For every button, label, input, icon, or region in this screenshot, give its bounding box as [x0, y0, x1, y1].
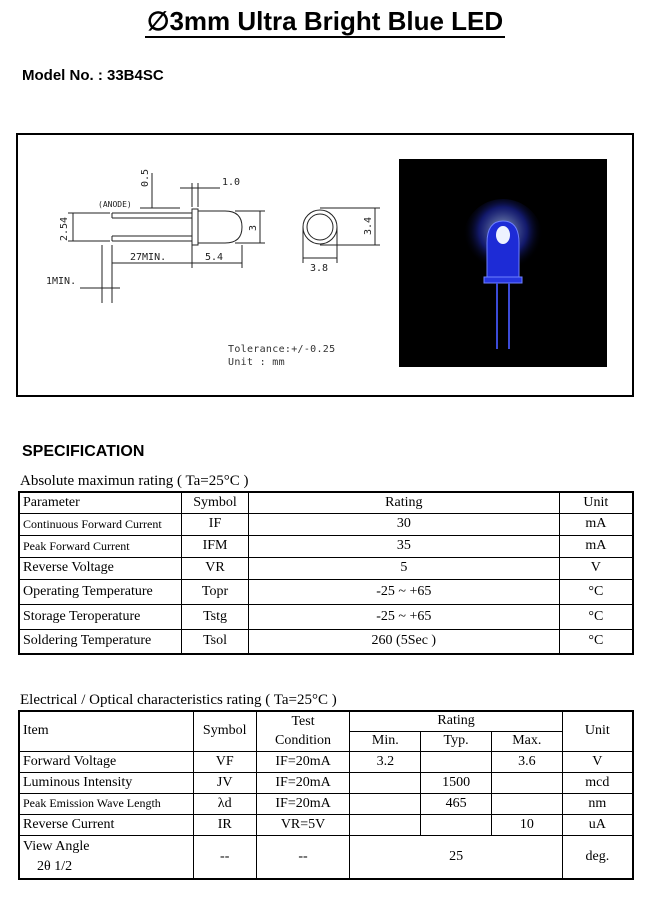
cell-parameter: Continuous Forward Current [19, 513, 182, 535]
cell-unit: mA [559, 513, 633, 535]
table-row [19, 579, 633, 604]
table-row [19, 557, 633, 579]
cell-unit: nm [562, 793, 633, 814]
cell-condition: -- [256, 835, 350, 879]
table-header-row [19, 711, 633, 731]
cell-symbol: -- [193, 835, 256, 879]
cell-typ: 1500 [421, 772, 492, 793]
cell-symbol: IFM [182, 535, 249, 557]
cell-rating: 25 [350, 835, 562, 879]
cell-parameter: Soldering Temperature [19, 629, 182, 654]
table-row [19, 513, 633, 535]
cell-max: 10 [491, 814, 562, 835]
cell-rating: 30 [248, 513, 559, 535]
header-symbol: Symbol [182, 492, 249, 513]
cell-typ [421, 751, 492, 772]
cell-min [350, 814, 421, 835]
cell-symbol: λd [193, 793, 256, 814]
abs-caption: Absolute maximun rating ( Ta=25°C ) [20, 473, 249, 489]
cell-parameter: Operating Temperature [19, 579, 182, 604]
dim-label-1min: 1MIN. [46, 276, 77, 287]
cell-min [350, 772, 421, 793]
page-title [0, 6, 650, 37]
dim-label-1-0: 1.0 [222, 177, 241, 188]
cell-rating: -25 ~ +65 [248, 604, 559, 629]
title-text: ∅3mm Ultra Bright Blue LED [146, 6, 504, 36]
cell-item: Luminous Intensity [19, 772, 193, 793]
header-condition: Condition [256, 731, 350, 751]
table-row [19, 793, 633, 814]
header-symbol: Symbol [193, 711, 256, 751]
header-min: Min. [350, 731, 421, 751]
cell-symbol: IF [182, 513, 249, 535]
dim-label-0-5: 0.5 [140, 168, 151, 187]
elec-caption: Electrical / Optical characteristics rating ( Ta=25°C ) [20, 692, 337, 708]
cell-unit: uA [562, 814, 633, 835]
header-rating: Rating [248, 492, 559, 513]
tolerance-note [228, 343, 335, 369]
cell-symbol: VR [182, 557, 249, 579]
cell-item [19, 835, 193, 879]
cell-typ: 465 [421, 793, 492, 814]
dim-label-27min: 27MIN. [130, 252, 167, 263]
dim-label-3-8: 3.8 [310, 263, 329, 274]
cell-symbol: JV [193, 772, 256, 793]
cell-item: Peak Emission Wave Length [19, 793, 193, 814]
cell-condition: IF=20mA [256, 751, 350, 772]
cell-unit: °C [559, 604, 633, 629]
header-unit: Unit [562, 711, 633, 751]
electrical-optical-table [18, 710, 634, 880]
cell-min: 3.2 [350, 751, 421, 772]
anode-label: (ANODE) [98, 200, 132, 209]
table-row [19, 629, 633, 654]
cell-symbol: Tstg [182, 604, 249, 629]
cell-unit: °C [559, 629, 633, 654]
cell-condition: IF=20mA [256, 772, 350, 793]
cell-max: 3.6 [491, 751, 562, 772]
table-row [19, 751, 633, 772]
cell-unit: V [559, 557, 633, 579]
header-item: Item [19, 711, 193, 751]
table-row [19, 772, 633, 793]
dim-label-3: 3 [248, 224, 259, 231]
cell-rating: 35 [248, 535, 559, 557]
cell-parameter: Peak Forward Current [19, 535, 182, 557]
cell-parameter: Reverse Voltage [19, 557, 182, 579]
cell-rating: 5 [248, 557, 559, 579]
cell-min [350, 793, 421, 814]
tolerance-text: Tolerance:+/-0.25 [228, 344, 336, 355]
cell-symbol: Topr [182, 579, 249, 604]
table-row [19, 604, 633, 629]
cell-symbol: VF [193, 751, 256, 772]
cell-symbol: IR [193, 814, 256, 835]
cell-rating: -25 ~ +65 [248, 579, 559, 604]
cell-symbol: Tsol [182, 629, 249, 654]
header-max: Max. [491, 731, 562, 751]
cell-unit: V [562, 751, 633, 772]
cell-parameter: Storage Teroperature [19, 604, 182, 629]
dim-label-5-4: 5.4 [205, 252, 224, 263]
spec-heading: SPECIFICATION [22, 443, 145, 460]
header-parameter: Parameter [19, 492, 182, 513]
cell-max [491, 793, 562, 814]
cell-typ [421, 814, 492, 835]
cell-unit: mA [559, 535, 633, 557]
header-typ: Typ. [421, 731, 492, 751]
cell-max [491, 772, 562, 793]
dim-label-2-54: 2.54 [59, 216, 70, 241]
cell-item: Reverse Current [19, 814, 193, 835]
cell-item: Forward Voltage [19, 751, 193, 772]
table-row [19, 535, 633, 557]
table-row-view-angle [19, 835, 633, 879]
header-test: Test [256, 711, 350, 731]
absolute-max-table [18, 491, 634, 655]
model-number: Model No. : 33B4SC [22, 67, 164, 84]
unit-text: Unit : mm [228, 357, 285, 368]
header-unit: Unit [559, 492, 633, 513]
cell-unit: mcd [562, 772, 633, 793]
header-rating: Rating [350, 711, 562, 731]
table-header-row [19, 492, 633, 513]
led-photo [399, 159, 607, 367]
view-angle-label: View Angle [23, 838, 90, 854]
dim-label-3-4: 3.4 [363, 216, 374, 235]
view-angle-sub: 2θ 1/2 [37, 858, 73, 874]
cell-condition: VR=5V [256, 814, 350, 835]
table-row [19, 814, 633, 835]
cell-rating: 260 (5Sec ) [248, 629, 559, 654]
cell-unit: deg. [562, 835, 633, 879]
cell-unit: °C [559, 579, 633, 604]
cell-condition: IF=20mA [256, 793, 350, 814]
